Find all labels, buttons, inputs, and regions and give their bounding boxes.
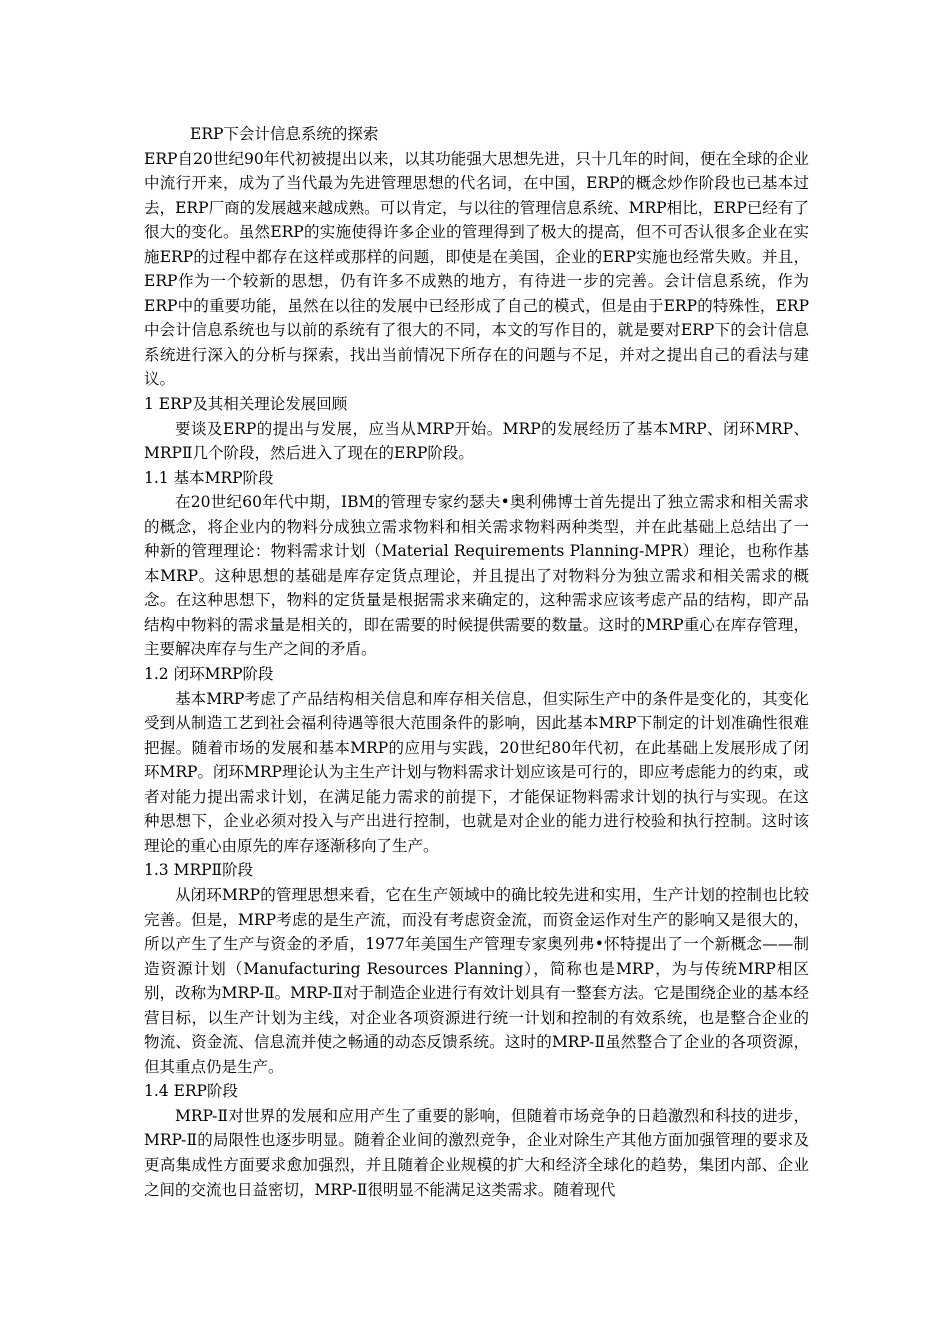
section-1-heading: 1 ERP及其相关理论发展回顾 [144,395,348,414]
section-1-3-heading: 1.3 MRPⅡ阶段 [144,861,254,880]
section-1-paragraph: 要谈及ERP的提出与发展，应当从MRP开始。MRP的发展经历了基本MRP、闭环MRP、MRPⅡ几个阶段，然后进入了现在的ERP阶段。 [144,419,809,463]
document-body [144,122,809,1202]
intro-paragraph: ERP自20世纪90年代初被提出以来，以其功能强大思想先进，只十几年的时间，便在全球的企业中流行开来，成为了当代最为先进管理思想的代名词，在中国，ERP的概念炒作阶段也已基本过去，ERP厂商的发展越来越成熟。可以肯定，与以往的管理信息系统、MRP相比，ERP已经有了很大的变化。虽然ERP的实施使得许多企业的管理得到了极大的提高，但不可否认很多企业在实施ERP的过程中都存在这样或那样的问题，即使是在美国，企业的ERP实施也经常失败。并且，ERP作为一个较新的思想，仍有许多不成熟的地方，有待进一步的完善。会计信息系统，作为ERP中的重要功能，虽然在以往的发展中已经形成了自己的模式，但是由于ERP的特殊性，ERP中会计信息系统也与以前的系统有了很大的不同，本文的写作目的，就是要对ERP下的会计信息系统进行深入的分析与探索，找出当前情况下所存在的问题与不足，并对之提出自己的看法与建议。 [144,149,809,389]
section-1-4-paragraph: MRP-Ⅱ对世界的发展和应用产生了重要的影响，但随着市场竞争的日趋激烈和科技的进步，MRP-Ⅱ的局限性也逐步明显。随着企业间的激烈竞争，企业对除生产其他方面加强管理的要求及更高集成性方面要求愈加强烈，并且随着企业规模的扩大和经济全球化的趋势，集团内部、企业之间的交流也日益密切，MRP-Ⅱ很明显不能满足这类需求。随着现代 [144,1106,809,1199]
section-1-3-paragraph: 从闭环MRP的管理思想来看，它在生产领域中的确比较先进和实用，生产计划的控制也比较完善。但是，MRP考虑的是生产流，而没有考虑资金流，而资金运作对生产的影响又是很大的，所以产生了生产与资金的矛盾，1977年美国生产管理专家奥列弗•怀特提出了一个新概念——制造资源计划（Manufacturing Resources Planning），简称也是MRP，为与传统MRP相区别，改称为MRP-Ⅱ。MRP-Ⅱ对于制造企业进行有效计划具有一整套方法。它是围绕企业的基本经营目标，以生产计划为主线，对企业各项资源进行统一计划和控制的有效系统，也是整合企业的物流、资金流、信息流并使之畅通的动态反馈系统。这时的MRP-Ⅱ虽然整合了企业的各项资源，但其重点仍是生产。 [144,885,809,1076]
section-1-1-paragraph: 在20世纪60年代中期，IBM的管理专家约瑟夫•奥利佛博士首先提出了独立需求和相关需求的概念，将企业内的物料分成独立需求物料和相关需求物料两种类型，并在此基础上总结出了一种新的管理理论：物料需求计划（Material Requirements Planning-MPR）理论，也称作基本MRP。这种思想的基础是库存定货点理论，并且提出了对物料分为独立需求和相关需求的概念。在这种思想下，物料的定货量是根据需求来确定的，这种需求应该考虑产品的结构，即产品结构中物料的需求量是相关的，即在需要的时候提供需要的数量。这时的MRP重心在库存管理，主要解决库存与生产之间的矛盾。 [144,493,809,659]
section-1-1-heading: 1.1 基本MRP阶段 [144,468,274,487]
section-1-2-heading: 1.2 闭环MRP阶段 [144,665,274,684]
document-title: ERP下会计信息系统的探索 [190,125,379,143]
section-1-2-paragraph: 基本MRP考虑了产品结构相关信息和库存相关信息，但实际生产中的条件是变化的，其变化受到从制造工艺到社会福利待遇等很大范围条件的影响，因此基本MRP下制定的计划准确性很难把握。随着市场的发展和基本MRP的应用与实践，20世纪80年代初，在此基础上发展形成了闭环MRP。闭环MRP理论认为主生产计划与物料需求计划应该是可行的，即应考虑能力的约束，或者对能力提出需求计划，在满足能力需求的前提下，才能保证物料需求计划的执行与实现。在这种思想下，企业必须对投入与产出进行控制，也就是对企业的能力进行校验和执行控制。这时该理论的重心由原先的库存逐渐移向了生产。 [144,689,809,855]
section-1-4-heading: 1.4 ERP阶段 [144,1082,238,1101]
